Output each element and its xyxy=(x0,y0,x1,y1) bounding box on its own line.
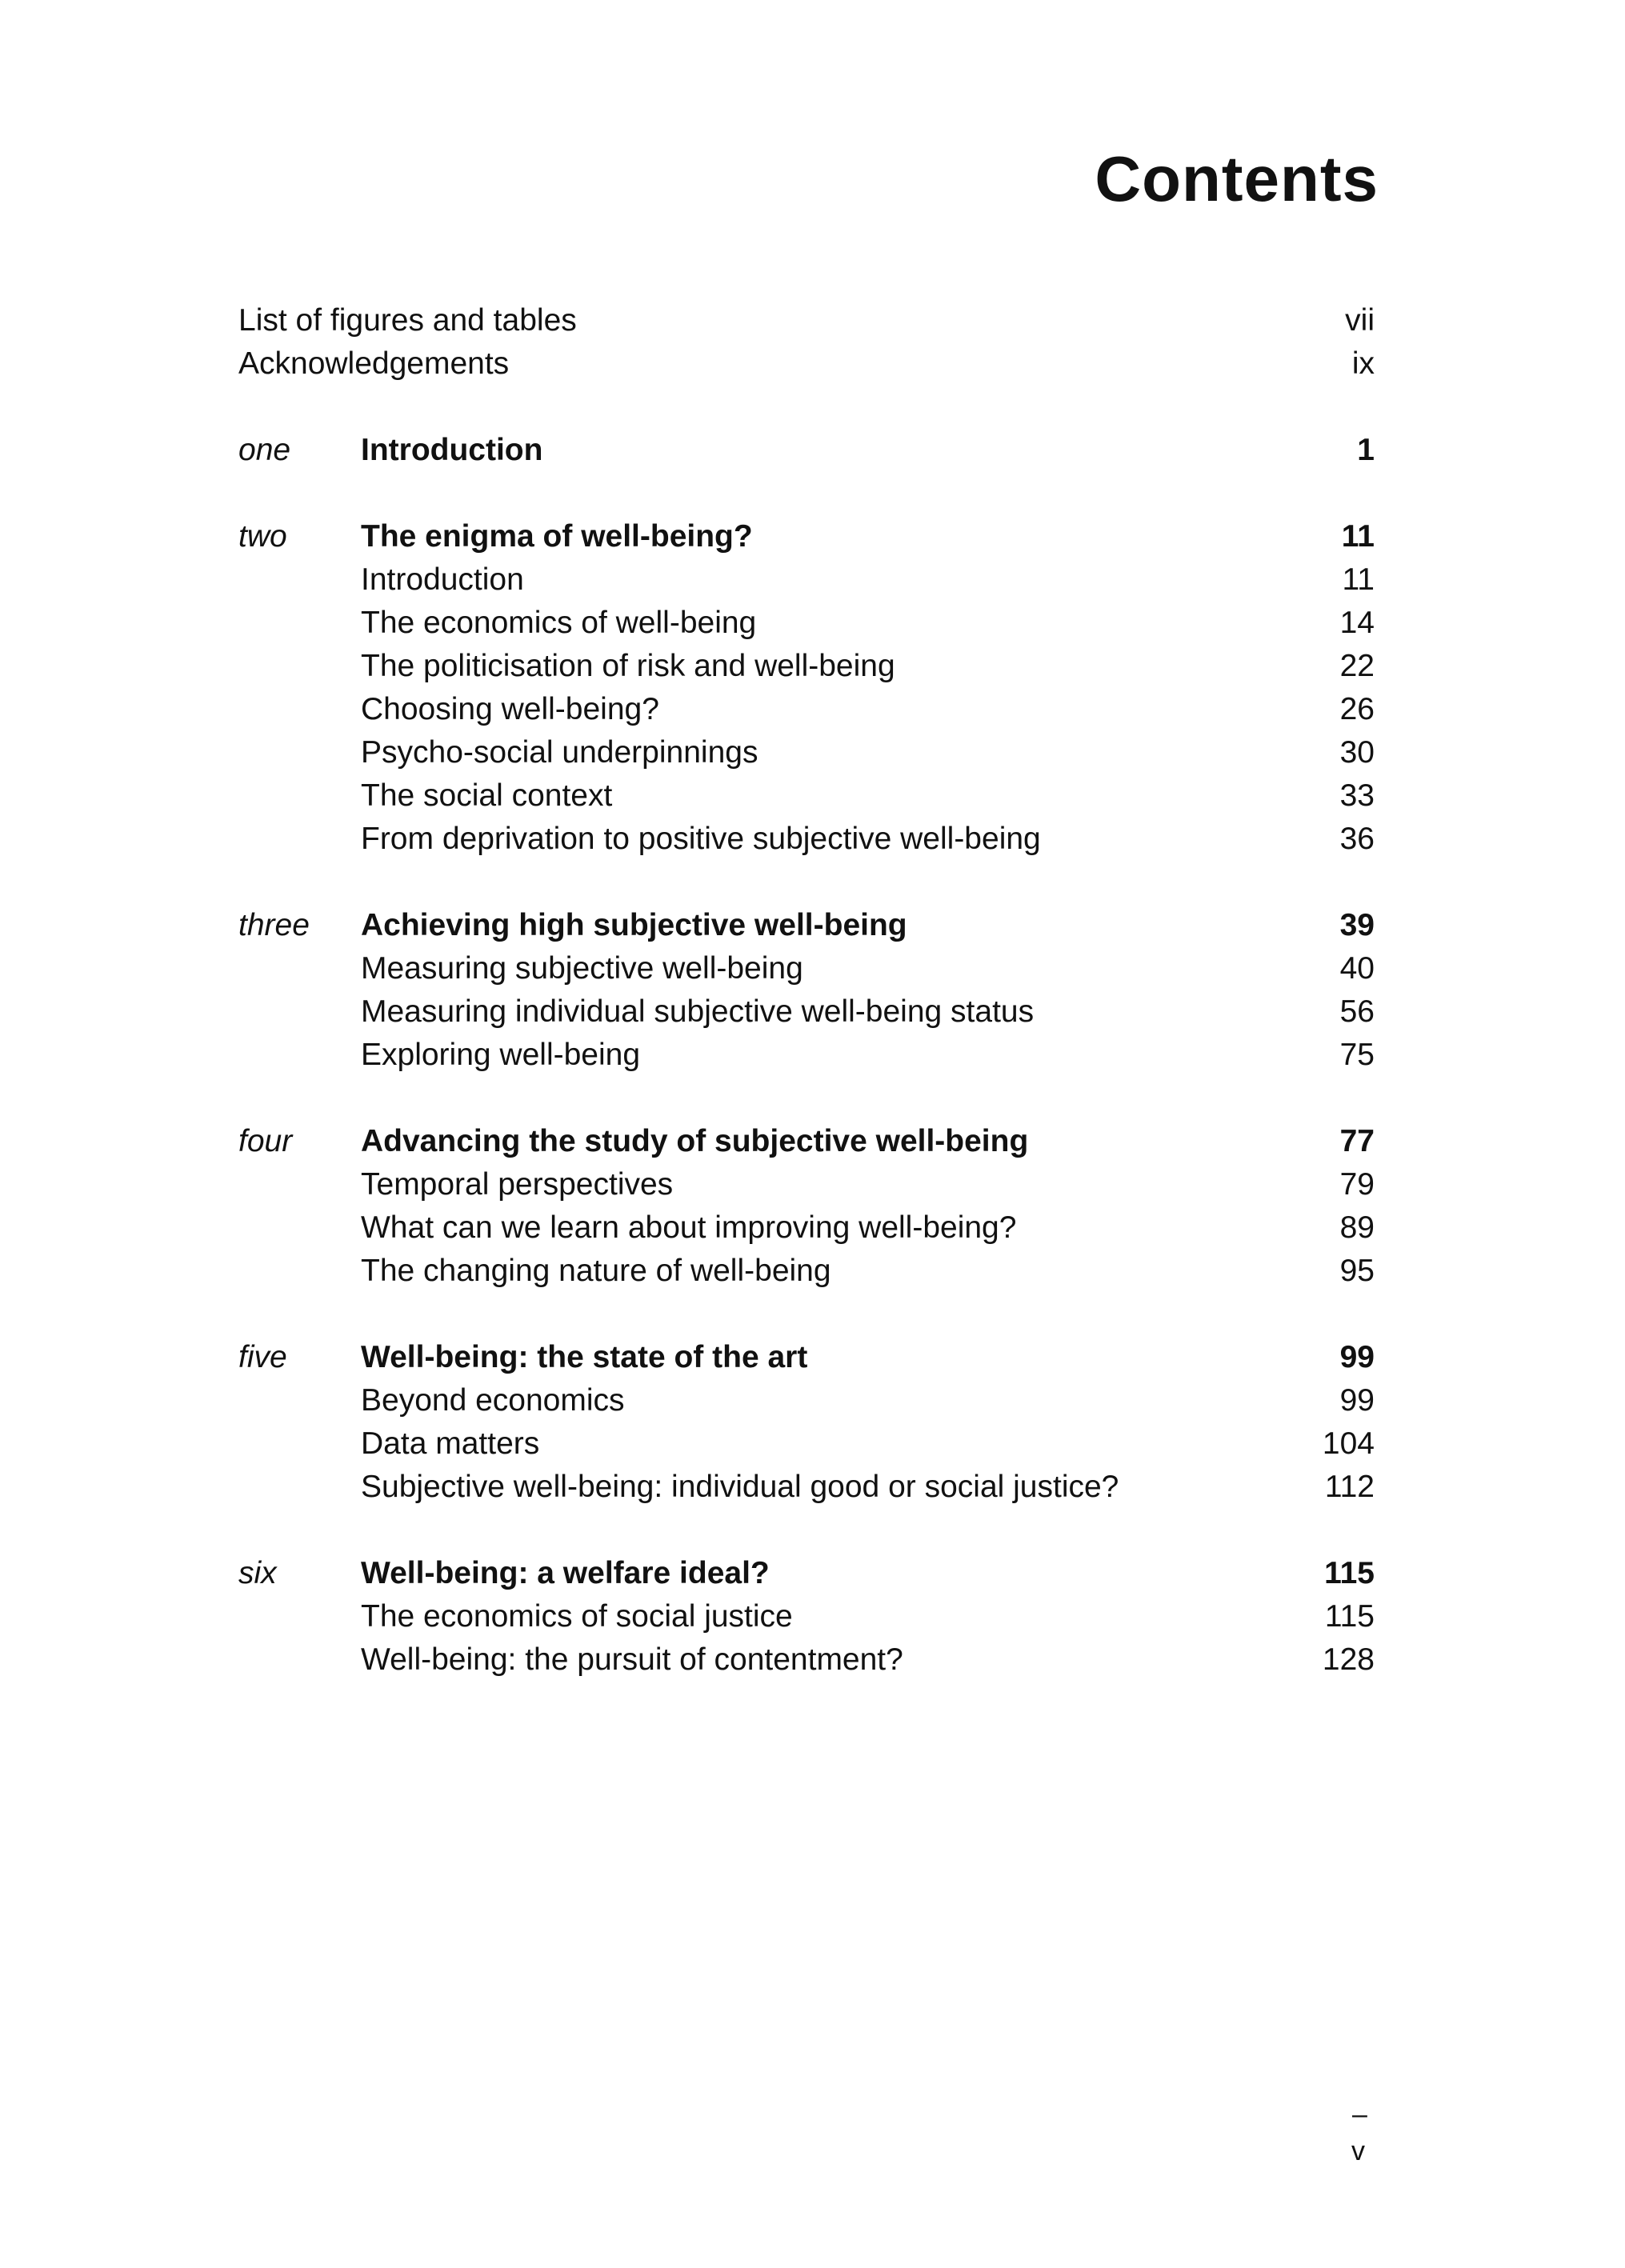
chapter-number: one xyxy=(238,433,291,467)
chapter-title: Achieving high subjective well-being xyxy=(361,908,907,942)
section-page: 33 xyxy=(1339,778,1375,813)
front-matter-page: vii xyxy=(1345,303,1375,338)
section-entry xyxy=(238,1466,1375,1509)
chapter-number: three xyxy=(238,908,310,942)
front-matter-item xyxy=(238,342,1375,386)
page-number: v xyxy=(1351,2136,1365,2166)
chapter-page: 115 xyxy=(1324,1556,1375,1590)
section-title: Measuring subjective well-being xyxy=(361,951,803,986)
section-title: Data matters xyxy=(361,1426,540,1461)
front-matter-title: List of figures and tables xyxy=(238,303,577,338)
section-title: Well-being: the pursuit of contentment? xyxy=(361,1642,903,1677)
front-matter-item xyxy=(238,299,1375,342)
chapter-entry-one xyxy=(238,429,1375,472)
section-page: 75 xyxy=(1339,1038,1375,1072)
section-entry xyxy=(238,947,1375,990)
section-entry xyxy=(238,602,1375,645)
chapter-number: six xyxy=(238,1556,277,1590)
section-entry xyxy=(238,1379,1375,1422)
section-title: The politicisation of risk and well-being xyxy=(361,649,895,683)
chapter-title: Well-being: a welfare ideal? xyxy=(361,1556,770,1590)
section-title: Beyond economics xyxy=(361,1383,625,1418)
chapter-entry-two xyxy=(238,515,1375,558)
chapter-entry-four xyxy=(238,1120,1375,1163)
section-entry xyxy=(238,1422,1375,1466)
section-page: 26 xyxy=(1339,692,1375,726)
section-page: 112 xyxy=(1324,1470,1375,1504)
section-entry xyxy=(238,645,1375,688)
section-entry xyxy=(238,990,1375,1034)
spacer xyxy=(238,472,1375,515)
section-page: 30 xyxy=(1339,735,1375,770)
chapter-page: 77 xyxy=(1339,1124,1375,1158)
folio-dash: – xyxy=(1352,2099,1367,2130)
front-matter-page: ix xyxy=(1351,346,1375,381)
chapter-entry-three xyxy=(238,904,1375,947)
chapter-title: The enigma of well-being? xyxy=(361,519,753,554)
section-page: 128 xyxy=(1322,1642,1375,1677)
section-entry xyxy=(238,558,1375,602)
spacer xyxy=(238,1509,1375,1552)
section-title: Measuring individual subjective well-being status xyxy=(361,994,1035,1029)
section-title: Temporal perspectives xyxy=(361,1167,674,1202)
section-entry xyxy=(238,1595,1375,1638)
section-title: Subjective well-being: individual good or social justice? xyxy=(361,1470,1119,1504)
section-page: 104 xyxy=(1322,1426,1375,1461)
spacer xyxy=(238,386,1375,429)
section-title: The economics of well-being xyxy=(361,606,757,640)
section-title: From deprivation to positive subjective well-being xyxy=(361,822,1041,856)
section-page: 40 xyxy=(1339,951,1375,986)
section-page: 11 xyxy=(1342,562,1375,597)
chapter-title: Advancing the study of subjective well-being xyxy=(361,1124,1029,1158)
chapter-title: Well-being: the state of the art xyxy=(361,1340,808,1374)
section-title: Psycho-social underpinnings xyxy=(361,735,758,770)
section-title: The changing nature of well-being xyxy=(361,1254,831,1288)
chapter-page: 99 xyxy=(1339,1340,1375,1374)
section-page: 95 xyxy=(1339,1254,1375,1288)
section-page: 22 xyxy=(1339,649,1375,683)
spacer xyxy=(238,1293,1375,1336)
section-entry xyxy=(238,1250,1375,1293)
spacer xyxy=(238,1077,1375,1120)
chapter-page: 39 xyxy=(1339,908,1375,942)
section-title: The social context xyxy=(361,778,613,813)
page-title: Contents xyxy=(1095,143,1379,214)
chapter-number: four xyxy=(238,1124,293,1158)
chapter-page: 11 xyxy=(1341,519,1375,554)
section-page: 79 xyxy=(1339,1167,1375,1202)
section-page: 89 xyxy=(1339,1210,1375,1245)
section-title: Introduction xyxy=(361,562,524,597)
chapter-number: two xyxy=(238,519,287,554)
chapter-entry-six xyxy=(238,1552,1375,1595)
chapter-entry-five xyxy=(238,1336,1375,1379)
section-page: 115 xyxy=(1324,1599,1375,1634)
section-entry xyxy=(238,688,1375,731)
section-entry xyxy=(238,1034,1375,1077)
chapter-page: 1 xyxy=(1357,433,1375,467)
section-title: Exploring well-being xyxy=(361,1038,641,1072)
section-entry xyxy=(238,1163,1375,1206)
section-page: 56 xyxy=(1339,994,1375,1029)
chapter-number: five xyxy=(238,1340,287,1374)
section-page: 36 xyxy=(1339,822,1375,856)
section-entry xyxy=(238,1206,1375,1250)
section-entry xyxy=(238,1638,1375,1682)
section-title: Choosing well-being? xyxy=(361,692,659,726)
section-title: What can we learn about improving well-being? xyxy=(361,1210,1017,1245)
section-page: 99 xyxy=(1339,1383,1375,1418)
chapter-title: Introduction xyxy=(361,433,543,467)
table-of-contents xyxy=(238,299,1375,1682)
front-matter-title: Acknowledgements xyxy=(238,346,510,381)
section-title: The economics of social justice xyxy=(361,1599,793,1634)
section-page: 14 xyxy=(1339,606,1375,640)
section-entry xyxy=(238,731,1375,774)
section-entry xyxy=(238,818,1375,861)
section-entry xyxy=(238,774,1375,818)
spacer xyxy=(238,861,1375,904)
